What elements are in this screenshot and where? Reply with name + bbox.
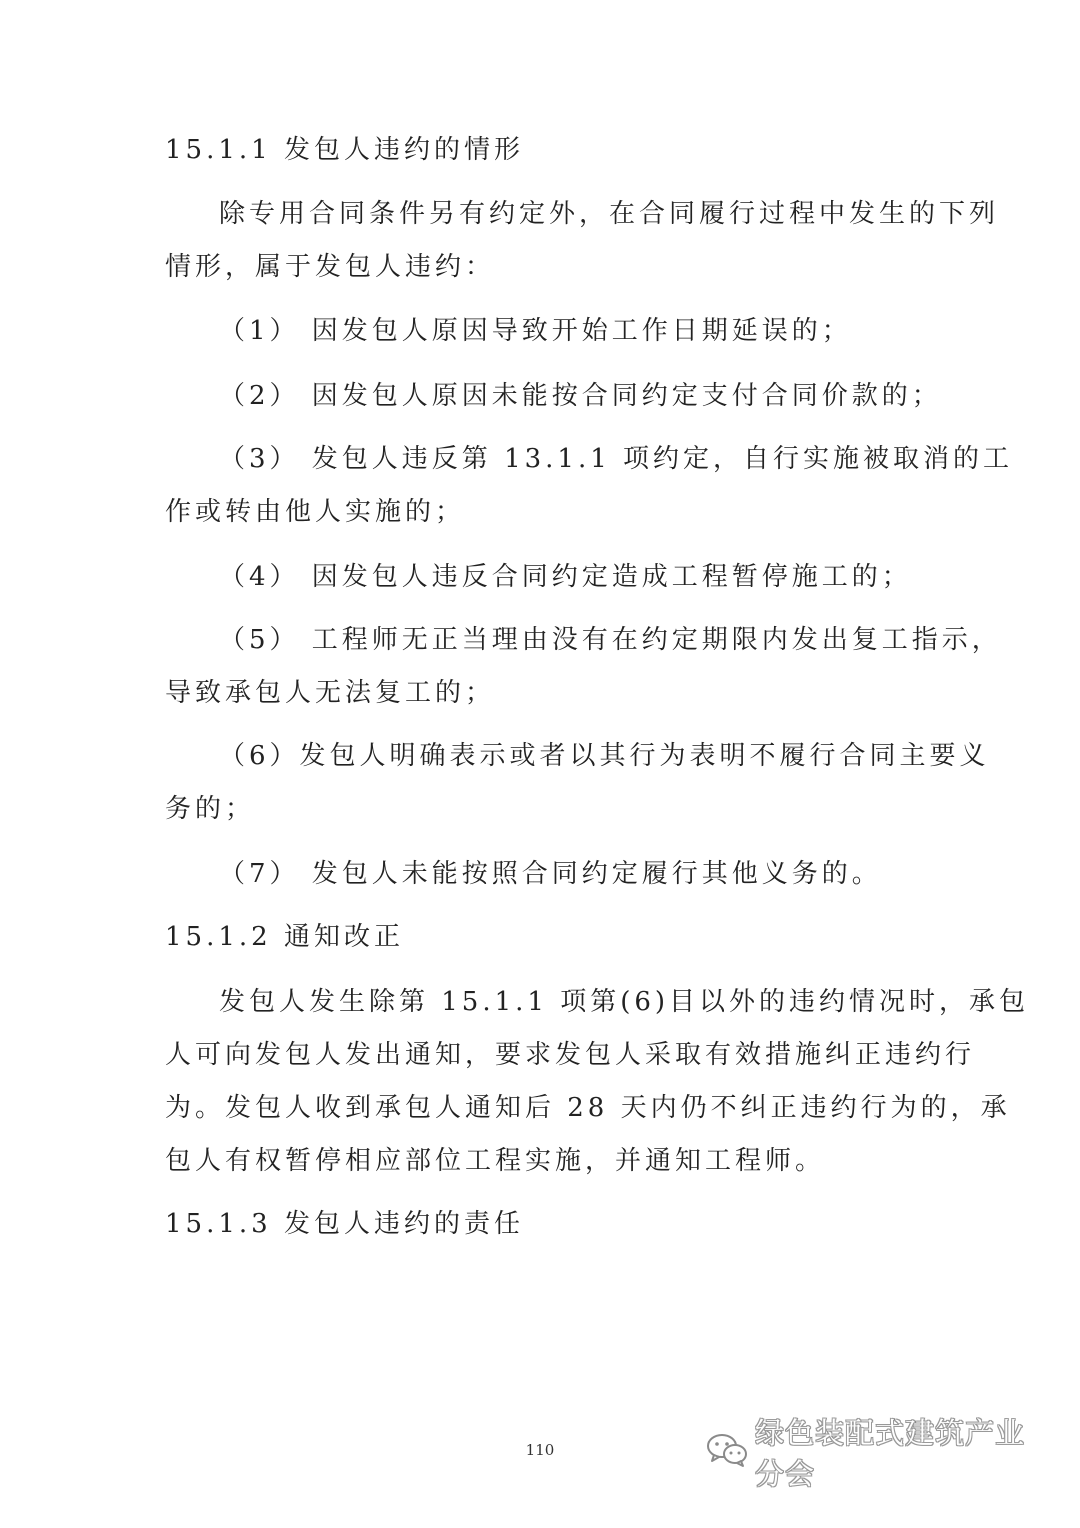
paragraph-line: 发包人发生除第 15.1.1 项第(6)目以外的违约情况时，承包	[219, 987, 1030, 1017]
list-item-7: （7） 发包人未能按照合同约定履行其他义务的。	[219, 859, 882, 889]
list-item-3-cont: 作或转由他人实施的；	[165, 497, 466, 527]
paragraph-line: 情形，属于发包人违约：	[165, 252, 496, 282]
list-item-4: （4） 因发包人违反合同约定造成工程暂停施工的；	[219, 562, 912, 592]
list-item-2: （2） 因发包人原因未能按合同约定支付合同价款的；	[219, 381, 942, 411]
page-number: 110	[525, 1441, 555, 1459]
heading-15-1-1: 15.1.1 发包人违约的情形	[165, 135, 524, 165]
list-item-3: （3） 发包人违反第 13.1.1 项约定，自行实施被取消的工	[219, 444, 1014, 474]
wechat-icon	[705, 1432, 749, 1472]
paragraph-line: 包人有权暂停相应部位工程实施，并通知工程师。	[165, 1146, 826, 1176]
list-item-5-cont: 导致承包人无法复工的；	[165, 678, 496, 708]
paragraph-line: 人可向发包人发出通知，要求发包人采取有效措施纠正违约行	[165, 1040, 976, 1070]
heading-15-1-2: 15.1.2 通知改正	[165, 922, 404, 952]
list-item-5: （5） 工程师无正当理由没有在约定期限内发出复工指示，	[219, 625, 1002, 655]
paragraph-line: 除专用合同条件另有约定外，在合同履行过程中发生的下列	[219, 199, 1000, 229]
paragraph-line: 为。发包人收到承包人通知后 28 天内仍不纠正违约行为的，承	[165, 1093, 1011, 1123]
heading-15-1-3: 15.1.3 发包人违约的责任	[165, 1209, 524, 1239]
list-item-1: （1） 因发包人原因导致开始工作日期延误的；	[219, 316, 852, 346]
list-item-6: （6）发包人明确表示或者以其行为表明不履行合同主要义	[219, 741, 990, 771]
watermark	[705, 1416, 1050, 1491]
list-item-6-cont: 务的；	[165, 794, 256, 824]
watermark-text: 绿色装配式建筑产业分会	[755, 1416, 1026, 1491]
